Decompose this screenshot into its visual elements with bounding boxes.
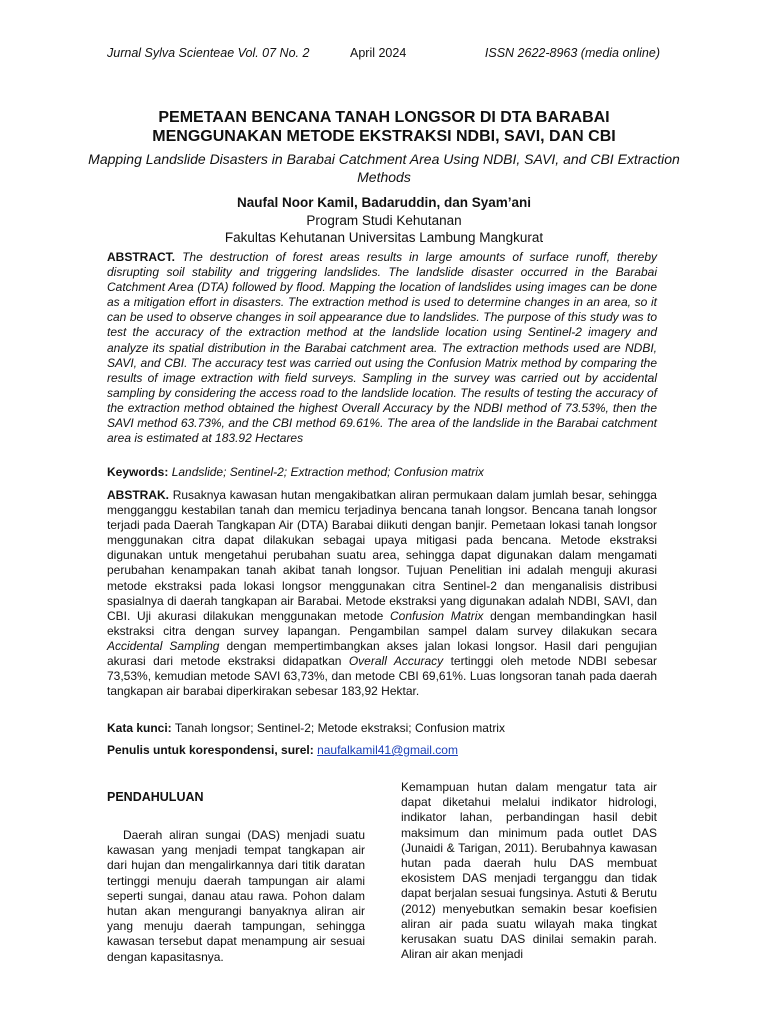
abstract-indonesian-italic-1: Confusion Matrix [390,608,484,623]
author-block [60,194,708,247]
author-faculty: Fakultas Kehutanan Universitas Lambung Mangkurat [224,230,544,245]
paper-title-english: Mapping Landslide Disasters in Barabai Catchment Area Using NDBI, SAVI, and CBI Extraction Methods [88,151,680,185]
title-line-1: PEMETAAN BENCANA TANAH LONGSOR DI DTA BARABAI [158,109,610,126]
abstract-indonesian [107,488,657,699]
title-line-2: MENGGUNAKAN METODE EKSTRAKSI NDBI, SAVI, DAN CBI [152,128,616,145]
keywords-indonesian [107,721,657,736]
abstract-indonesian-label: ABSTRAK. [107,488,169,502]
correspondence [107,743,657,758]
keywords-english [107,465,657,480]
abstract-indonesian-italic-3: Overall Accuracy [348,654,444,669]
abstract-english-text: The destruction of forest areas results in large amounts of surface runoff, thereby disrupting soil stability and triggering landslides. The landslide disaster occurred in the Barabai Catchment Area (DTA) followed by flood. Mapping the location of landslides using images can be done as a mitigation effort in disasters. The extraction method is used to determine changes in an area, so it can be used to observe changes in soil appearance due to landslides. The purpose of this study was to test the accuracy of the extraction method at the landslide location using Sentinel-2 imagery and analyze its spatial distribution in the Barabai catchment area. The extraction methods used are NDBI, SAVI, and CBI. The accuracy test was carried out using the Confusion Matrix method by comparing the results of image extraction with field surveys. Sampling in the survey was carried out by accidental sampling by considering the access road to the landslide location. The results of testing the accuracy of the extraction method obtained the highest Overall Accuracy by the NDBI method of 73.53%, then the SAVI method 63.73%, and the CBI method 69.61%. The area of the landslide in the Barabai catchment area is estimated at 183.92 Hectares [107,250,657,446]
keywords-english-text: Landslide; Sentinel-2; Extraction method; Confusion matrix [171,465,484,479]
abstract-english-label: ABSTRACT. [107,250,175,264]
intro-paragraph-right: Kemampuan hutan dalam mengatur tata air dapat diketahui melalui indikator hidrologi, indikator lahan, perbandingan hasil debit maksimum dan minimum pada outlet DAS (Junaidi & Tarigan, 2011). Berubahnya kawasan hutan pada daerah hulu DAS membuat ekosistem DAS menjadi terganggu dan tidak dapat berjalan sesuai fungsinya. Astuti & Berutu (2012) menyebutkan semakin besar koefisien aliran air pada suatu wilayah maka tingkat kerusakan suatu DAS dinilai semakin parah. Aliran air akan menjadi [401,780,657,962]
intro-paragraph-left: Daerah aliran sungai (DAS) menjadi suatu kawasan yang menjadi tempat tangkapan air dari hujan dan mengalirkannya dari titik daratan tertinggi menuju daerah tampungan air alami seperti sungai, danau atau rawa. Pohon dalam hutan akan mengurangi banyaknya aliran air yang menuju daerah tampungan, sehingga kawasan tersebut dapat menampung air sesuai dengan kapasitasnya. [107,828,365,964]
author-names: Naufal Noor Kamil, Badaruddin, dan Syam’ani [236,195,532,210]
issue-date: April 2024 [350,46,407,60]
correspondence-email-link[interactable]: naufalkamil41@gmail.com [317,743,458,757]
journal-name: Jurnal Sylva Scienteae Vol. 07 No. 2 [107,46,310,60]
abstract-english [107,250,657,446]
abstract-indonesian-part-4: tertinggi oleh metode NDBI sebesar 73,53%, kemudian metode SAVI 63,73%, dan metode CBI 69,61%. Luas longsoran tanah pada daerah tangkapan air barabai diperkirakan sebesar 183,92 Hektar. [107,654,657,699]
keywords-indonesian-label: Kata kunci: [107,721,172,735]
keywords-indonesian-text: Tanah longsor; Sentinel-2; Metode ekstraksi; Confusion matrix [174,721,505,735]
paper-title [60,108,708,146]
abstract-indonesian-part-3: dengan mempertimbangkan akses jalan lokasi longsor. Hasil dari pengujian akurasi dari metode ekstraksi didapatkan [107,638,658,669]
keywords-english-label: Keywords: [107,465,169,479]
section-heading-introduction: PENDAHULUAN [107,790,204,804]
abstract-indonesian-italic-2: Accidental Sampling [107,638,220,653]
correspondence-label: Penulis untuk korespondensi, surel: [107,743,314,757]
author-program: Program Studi Kehutanan [306,212,462,228]
abstract-indonesian-part-1: Rusaknya kawasan hutan mengakibatkan aliran permukaan dalam jumlah besar, sehingga mengganggu kestabilan tanah dan memicu terjadinya bencana tanah longsor. Bencana tanah longsor terjadi pada Daerah Tangkapan Air (DTA) Barabai diikuti dengan banjir. Pemetaan lokasi tanah longsor menggunakan citra dapat dilakukan sebagai upaya mitigasi pada bencana. Metode ekstraksi digunakan untuk mengetahui perubahan suatu area, sehingga dapat digunakan dalam mengamati perubahan kenampakan tanah akibat tanah longsor. Tujuan Penelitian ini adalah menguji akurasi metode ekstraksi pada lokasi longsor menggunakan citra Sentinel-2 dan menganalisis distribusi spasialnya di daerah tangkapan air Barabai. Metode ekstraksi yang digunakan adalah NDBI, SAVI, dan CBI. Uji akurasi dilakukan menggunakan metode [107,488,657,623]
issn: ISSN 2622-8963 (media online) [484,46,660,60]
abstract-indonesian-part-2: dengan membandingkan hasil ekstraksi citra dengan survey lapangan. Pengambilan sampel dalam survey dilakukan secara [107,608,657,638]
